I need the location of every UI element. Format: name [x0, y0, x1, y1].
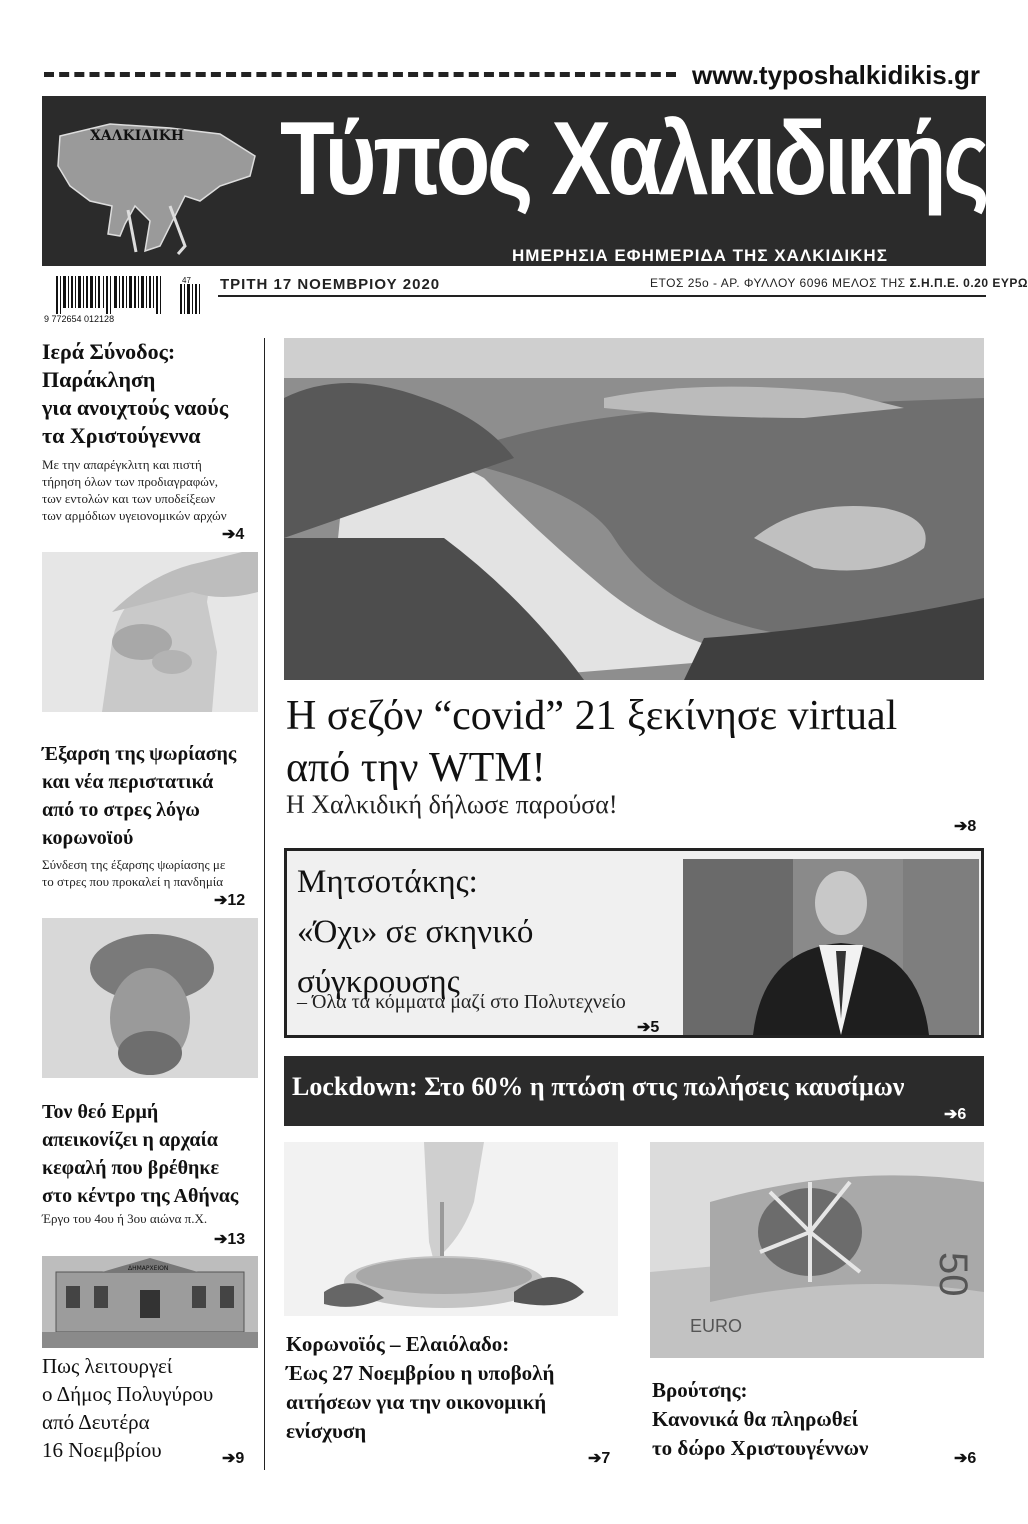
price: 0.20 ΕΥΡΩ: [963, 276, 1028, 290]
olive-page-ref[interactable]: ➔7: [588, 1450, 611, 1467]
synod-page-ref[interactable]: ➔4: [222, 526, 245, 543]
synod-headline-4: τα Χριστούγεννα: [42, 423, 201, 448]
psoriasis-body-2: το στρες που προκαλεί η πανδημία: [42, 874, 224, 889]
issue-year-number: ΕΤΟΣ 25ο - ΑΡ. ΦΥΛΛΟΥ 6096 ΜΕΛΟΣ ΤΗΣ: [650, 276, 906, 290]
hermes-headline-4: στο κέντρο της Αθήνας: [42, 1185, 239, 1207]
chalkidiki-map-icon: [50, 106, 270, 258]
hermes-page-ref[interactable]: ➔13: [214, 1231, 246, 1248]
psoriasis-page-ref[interactable]: ➔12: [214, 892, 246, 909]
article-psoriasis[interactable]: [42, 740, 268, 890]
psoriasis-headline-3: από το στρες λόγω: [42, 799, 200, 821]
banknote-currency: EURO: [690, 1316, 743, 1336]
psoriasis-headline-1: Έξαρση της ψωρίασης: [42, 743, 237, 765]
mitsotakis-subhead: – Όλα τα κόμματα μαζί στο Πολυτεχνείο: [297, 991, 626, 1013]
euro-gift-photo: [650, 1142, 984, 1358]
mitsotakis-photo: [683, 859, 979, 1035]
article-olive-oil[interactable]: [286, 1330, 616, 1446]
vroutsis-headline-3: το δώρο Χριστουγέννων: [652, 1436, 869, 1460]
hermes-head-photo: [42, 918, 258, 1078]
hermes-headline-1: Τον θεό Ερμή: [42, 1101, 159, 1123]
psoriasis-photo: [42, 552, 258, 712]
barcode-icon: [44, 276, 208, 324]
article-lockdown[interactable]: [284, 1056, 984, 1126]
synod-headline-1: Ιερά Σύνοδος:: [42, 339, 176, 364]
masthead: [42, 96, 986, 266]
main-headline[interactable]: [286, 690, 897, 794]
mitsotakis-page-ref[interactable]: ➔5: [637, 1019, 660, 1036]
mitsotakis-headline-3: σύγκρουσης: [297, 964, 460, 1000]
main-headline-line-2: από την WTM!: [286, 745, 546, 791]
lockdown-page-ref[interactable]: ➔6: [944, 1106, 967, 1123]
synod-body-1: Με την απαρέγκλιτη και πιστή: [42, 457, 202, 472]
issue-details: [650, 276, 1028, 290]
mitsotakis-headline-1: Μητσοτάκης:: [297, 864, 478, 900]
newspaper-title: Τύπος Χαλκιδικής: [280, 101, 986, 217]
hermes-headline-2: απεικονίζει η αρχαία: [42, 1129, 218, 1151]
article-mitsotakis[interactable]: [284, 848, 984, 1038]
top-dashed-rule: [44, 72, 676, 77]
psoriasis-headline-2: και νέα περιστατικά: [42, 771, 214, 793]
olive-headline-4: ενίσχυση: [286, 1419, 367, 1443]
polygyros-page-ref[interactable]: ➔9: [222, 1450, 245, 1467]
main-subhead: Η Χαλκιδική δήλωσε παρούσα!: [286, 790, 618, 819]
main-headline-line-1: Η σεζόν “covid” 21 ξεκίνησε virtual: [286, 693, 898, 739]
town-hall-photo: [42, 1256, 258, 1348]
synod-headline-3: για ανοιχτούς ναούς: [42, 395, 229, 420]
psoriasis-headline-4: κορωνοϊού: [42, 827, 134, 849]
lockdown-headline: Lockdown: Στο 60% η πτώση στις πωλήσεις καυσίμων: [292, 1072, 905, 1101]
header-rule: [218, 295, 986, 297]
synod-body-4: των αρμόδιων υγειονομικών αρχών: [42, 508, 227, 523]
synod-body-3: των εντολών και των υποδείξεων: [42, 491, 216, 506]
barcode-digits: 9 772654 012128: [44, 314, 115, 324]
hermes-headline-3: κεφαλή που βρέθηκε: [42, 1157, 220, 1179]
polygyros-headline-4: 16 Νοεμβρίου: [42, 1438, 162, 1462]
olive-oil-photo: [284, 1142, 618, 1316]
hermes-body-1: Έργο του 4ου ή 3ου αιώνα π.Χ.: [42, 1211, 208, 1226]
mitsotakis-headline: [297, 857, 533, 1007]
issue-code: 47: [182, 276, 191, 285]
olive-headline-3: αιτήσεων για την οικονομική: [286, 1390, 547, 1414]
olive-headline-1: Κορωνοϊός – Ελαιόλαδο:: [286, 1332, 510, 1356]
polygyros-headline-1: Πως λειτουργεί: [42, 1354, 173, 1378]
synod-body-2: τήρηση όλων των προδιαγραφών,: [42, 474, 218, 489]
main-page-ref[interactable]: ➔8: [954, 818, 977, 835]
synod-headline-2: Παράκληση: [42, 367, 156, 392]
olive-headline-2: Έως 27 Νοεμβρίου η υποβολή: [286, 1361, 555, 1385]
map-label: ΧΑΛΚΙΔΙΚΗ: [90, 128, 185, 144]
article-synod[interactable]: [42, 338, 266, 524]
town-hall-sign: ΔΗΜΑΡΧΕΙΟΝ: [128, 1265, 169, 1272]
psoriasis-body-1: Σύνδεση της έξαρσης ψωρίασης με: [42, 857, 226, 872]
member-org: Σ.Η.Π.Ε.: [909, 276, 960, 290]
mitsotakis-headline-2: «Όχι» σε σκηνικό: [297, 914, 534, 950]
article-hermes[interactable]: [42, 1098, 268, 1227]
polygyros-headline-3: από Δευτέρα: [42, 1410, 150, 1434]
vroutsis-headline-2: Κανονικά θα πληρωθεί: [652, 1407, 859, 1431]
vroutsis-headline-1: Βρούτσης:: [652, 1378, 748, 1402]
polygyros-headline-2: ο Δήμος Πολυγύρου: [42, 1382, 214, 1406]
banknote-value: 50: [931, 1252, 975, 1297]
newspaper-subtitle: ΗΜΕΡΗΣΙΑ ΕΦΗΜΕΡΙΔΑ ΤΗΣ ΧΑΛΚΙΔΙΚΗΣ: [512, 246, 888, 265]
vroutsis-page-ref[interactable]: ➔6: [954, 1450, 977, 1467]
site-url[interactable]: www.typoshalkidikis.gr: [692, 60, 980, 90]
article-vroutsis[interactable]: [652, 1376, 982, 1463]
beach-main-photo: [284, 338, 984, 680]
issue-date: ΤΡΙΤΗ 17 ΝΟΕΜΒΡΙΟΥ 2020: [220, 276, 441, 293]
